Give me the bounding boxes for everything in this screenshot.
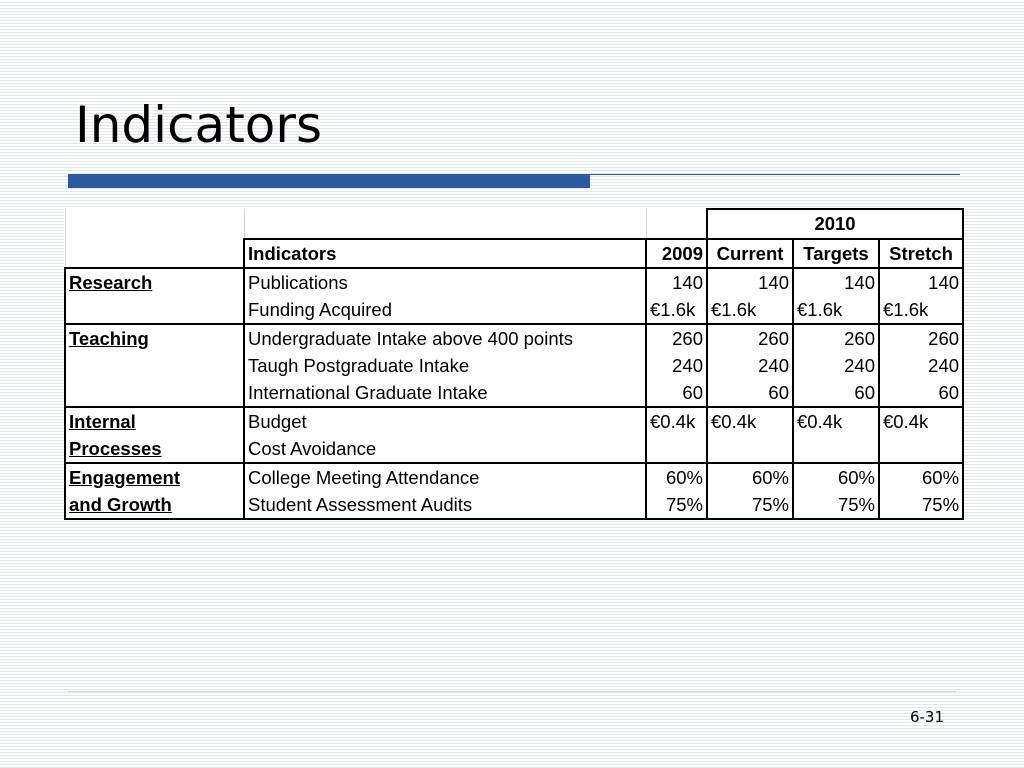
year-header-row (65, 209, 963, 239)
value-targets-cell: 240 (793, 352, 879, 379)
header-targets: Targets (793, 239, 879, 268)
slide-title: Indicators (75, 96, 322, 154)
indicator-cell: College Meeting Attendance (244, 463, 646, 491)
value-targets-cell (793, 435, 879, 463)
value-targets-cell: €0.4k (793, 407, 879, 435)
indicators-table-container (64, 208, 962, 520)
value-2009-cell: 260 (646, 324, 707, 352)
indicator-cell: Publications (244, 268, 646, 296)
value-current-cell (707, 435, 793, 463)
value-stretch-cell: 260 (879, 324, 963, 352)
indicator-cell: Student Assessment Audits (244, 491, 646, 519)
column-header-row (65, 239, 963, 268)
value-stretch-cell: 240 (879, 352, 963, 379)
value-targets-cell: €1.6k (793, 296, 879, 324)
value-targets-cell: 140 (793, 268, 879, 296)
value-stretch-cell: €1.6k (879, 296, 963, 324)
value-2009-cell: 75% (646, 491, 707, 519)
category-cell: Engagement (65, 463, 244, 491)
value-2009-cell: €0.4k (646, 407, 707, 435)
indicator-cell: International Graduate Intake (244, 379, 646, 407)
value-current-cell: 260 (707, 324, 793, 352)
title-underline-bar (68, 174, 590, 188)
category-cell: Teaching (65, 324, 244, 352)
value-targets-cell: 260 (793, 324, 879, 352)
value-2009-cell: 60% (646, 463, 707, 491)
value-stretch-cell: 140 (879, 268, 963, 296)
header-stretch: Stretch (879, 239, 963, 268)
table-row (65, 324, 963, 352)
value-stretch-cell: €0.4k (879, 407, 963, 435)
value-current-cell: 240 (707, 352, 793, 379)
year-header-2010: 2010 (707, 209, 963, 239)
category-cell: and Growth (65, 491, 244, 519)
category-cell (65, 352, 244, 379)
value-current-cell: 75% (707, 491, 793, 519)
empty-cell (65, 209, 244, 239)
value-current-cell: €1.6k (707, 296, 793, 324)
value-stretch-cell (879, 435, 963, 463)
value-targets-cell: 60 (793, 379, 879, 407)
value-2009-cell: 240 (646, 352, 707, 379)
page-number: 6-31 (909, 708, 944, 726)
table-row (65, 407, 963, 435)
table-row (65, 352, 963, 379)
indicator-cell: Taugh Postgraduate Intake (244, 352, 646, 379)
table-row (65, 296, 963, 324)
value-current-cell: 140 (707, 268, 793, 296)
value-current-cell: 60% (707, 463, 793, 491)
value-current-cell: 60 (707, 379, 793, 407)
category-cell: Research (65, 268, 244, 296)
indicator-cell: Budget (244, 407, 646, 435)
category-cell (65, 296, 244, 324)
table-row (65, 463, 963, 491)
table-row (65, 268, 963, 296)
empty-cell (65, 239, 244, 268)
value-stretch-cell: 75% (879, 491, 963, 519)
footer-divider (68, 691, 956, 692)
empty-cell (244, 209, 646, 239)
header-indicators: Indicators (244, 239, 646, 268)
value-stretch-cell: 60% (879, 463, 963, 491)
table-row (65, 379, 963, 407)
value-targets-cell: 75% (793, 491, 879, 519)
value-targets-cell: 60% (793, 463, 879, 491)
indicator-cell: Cost Avoidance (244, 435, 646, 463)
category-cell (65, 379, 244, 407)
indicators-table (64, 208, 964, 520)
value-2009-cell: 60 (646, 379, 707, 407)
title-underline (68, 174, 960, 188)
value-current-cell: €0.4k (707, 407, 793, 435)
category-cell: Processes (65, 435, 244, 463)
title-underline-line (590, 174, 960, 175)
table-row (65, 435, 963, 463)
value-2009-cell (646, 435, 707, 463)
header-current: Current (707, 239, 793, 268)
value-2009-cell: €1.6k (646, 296, 707, 324)
table-row (65, 491, 963, 519)
value-2009-cell: 140 (646, 268, 707, 296)
header-2009: 2009 (646, 239, 707, 268)
indicator-cell: Funding Acquired (244, 296, 646, 324)
value-stretch-cell: 60 (879, 379, 963, 407)
empty-cell (646, 209, 707, 239)
category-cell: Internal (65, 407, 244, 435)
indicator-cell: Undergraduate Intake above 400 points (244, 324, 646, 352)
